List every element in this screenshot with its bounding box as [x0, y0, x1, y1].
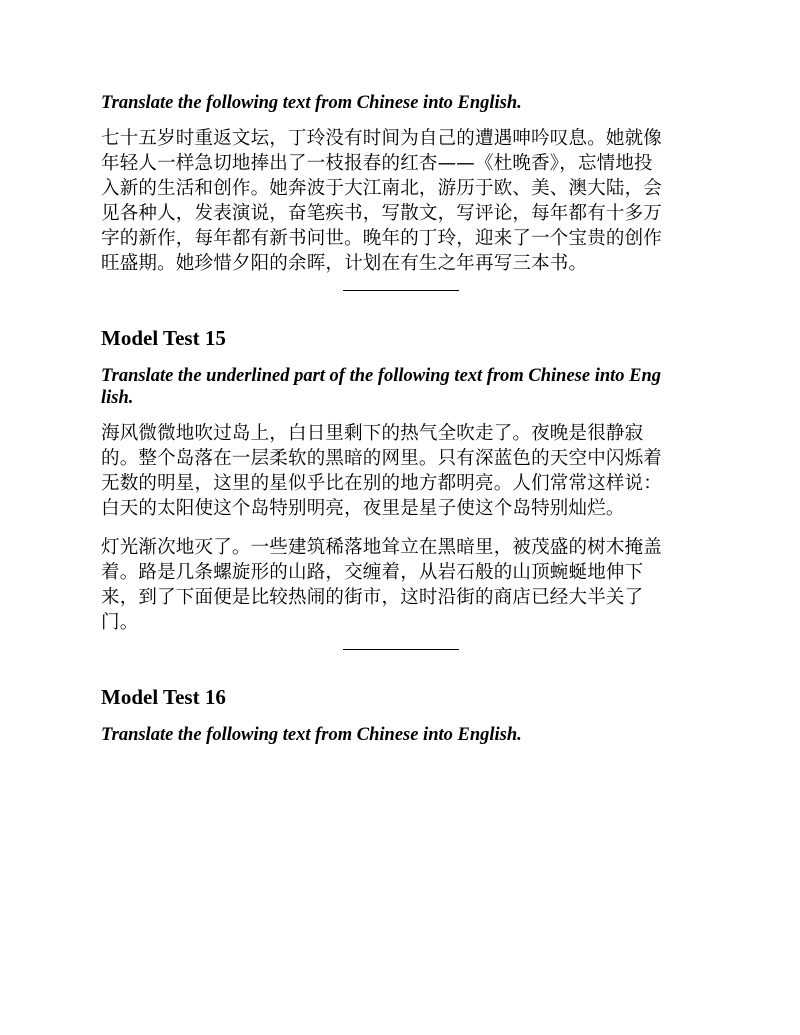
model-test-heading: Model Test 15: [101, 326, 226, 350]
instruction-text: Translate the following text from Chinese into English.: [101, 93, 522, 113]
paragraph-line: 七十五岁时重返文坛，丁玲没有时间为自己的遭遇呻吟叹息。她就像: [101, 128, 663, 149]
paragraph-line: 灯光渐次地灭了。一些建筑稀落地耸立在黑暗里，被茂盛的树木掩盖: [101, 537, 663, 558]
paragraph-line: 着。路是几条螺旋形的山路，交缠着，从岩石般的山顶蜿蜒地伸下: [101, 562, 644, 583]
paragraph-line: 海风微微地吹过岛上，白日里剩下的热气全吹走了。夜晚是很静寂: [101, 423, 644, 444]
instruction-text: Translate the following text from Chinese into English.: [101, 725, 522, 745]
paragraph-line: 白天的太阳使这个岛特别明亮，夜里是星子使这个岛特别灿烂。: [101, 498, 625, 519]
paragraph-line: 字的新作，每年都有新书问世。晚年的丁玲，迎来了一个宝贵的创作: [101, 228, 663, 249]
section-divider: [343, 649, 459, 650]
paragraph-line: 入新的生活和创作。她奔波于大江南北，游历于欧、美、澳大陆，会: [101, 178, 663, 199]
paragraph-line: 无数的明星，这里的星似乎比在别的地方都明亮。人们常常这样说：: [101, 473, 663, 494]
instruction-text: [101, 365, 701, 409]
paragraph-line: 的。整个岛落在一层柔软的黑暗的网里。只有深蓝色的天空中闪烁着: [101, 448, 663, 469]
chinese-paragraph: [101, 421, 701, 521]
section-divider: [343, 290, 459, 291]
paragraph-line: 门。: [101, 612, 139, 633]
model-test-heading: Model Test 16: [101, 685, 226, 709]
chinese-paragraph: [101, 126, 701, 276]
paragraph-line: 年轻人一样急切地捧出了一枝报春的红杏——《杜晚香》，忘情地投: [101, 153, 653, 174]
paragraph-line: 旺盛期。她珍惜夕阳的余晖，计划在有生之年再写三本书。: [101, 253, 588, 274]
paragraph-line: 来，到了下面便是比较热闹的街市，这时沿街的商店已经大半关了: [101, 587, 644, 608]
chinese-paragraph: [101, 535, 701, 635]
document-page: [101, 92, 701, 758]
instruction-line: lish.: [101, 388, 134, 408]
instruction-line: Translate the underlined part of the following text from Chinese into Eng: [101, 366, 662, 386]
paragraph-line: 见各种人，发表演说，奋笔疾书，写散文，写评论，每年都有十多万: [101, 203, 663, 224]
